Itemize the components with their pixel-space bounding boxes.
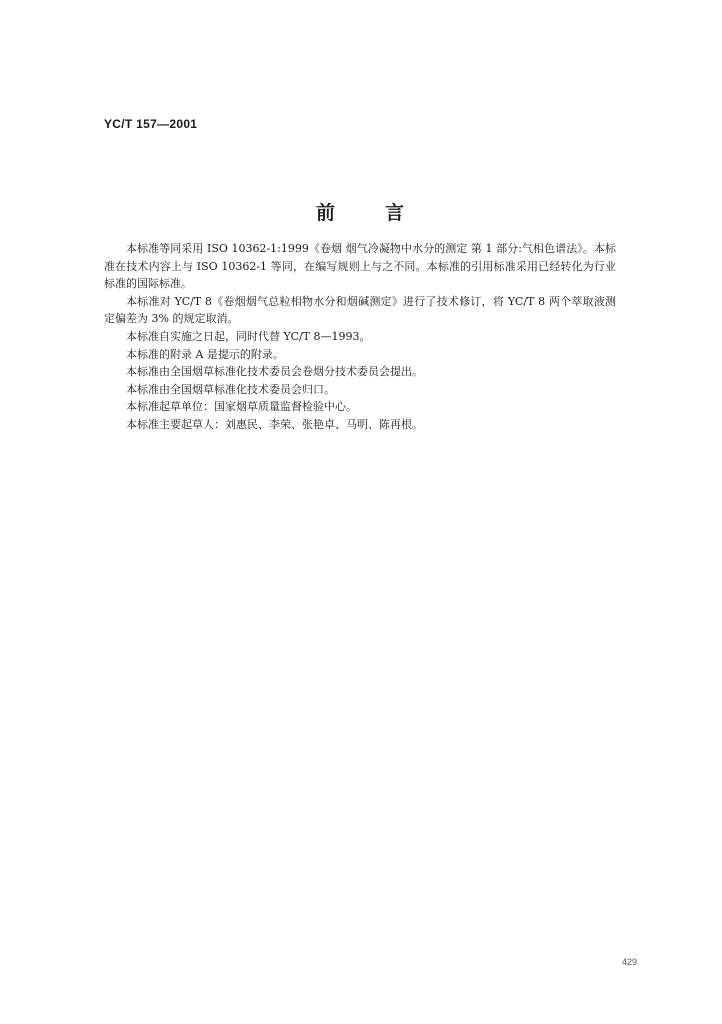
page-number: 429	[622, 957, 638, 967]
paragraph-appendix: 本标准的附录 A 是提示的附录。	[126, 347, 284, 361]
paragraph-adoption: 本标准等同采用 ISO 10362-1:1999《卷烟 烟气冷凝物中水分的测定 第 1 部分:气相色谱法》。本标准在技术内容上与 ISO 10362-1 等同，在编写规则上与之不同。本标准的引用标准采用已经转化为行业标准的国际标准。	[104, 242, 616, 291]
title-char-2: 言	[385, 202, 407, 224]
paragraph-administrator: 本标准由全国烟草标准化技术委员会归口。	[126, 382, 335, 396]
paragraph-revision: 本标准对 YC/T 8《卷烟烟气总粒相物水分和烟碱测定》进行了技术修订，将 YC/T 8 两个萃取液测定偏差为 3% 的规定取消。	[104, 294, 616, 326]
foreword-body	[104, 240, 616, 434]
paragraph-drafters: 本标准主要起草人：刘惠民、李荣、张艳卓、马明、陈再根。	[126, 417, 423, 431]
title-char-1: 前	[315, 202, 337, 224]
paragraph-replacement: 本标准自实施之日起，同时代替 YC/T 8—1993。	[126, 329, 371, 343]
page-title	[0, 198, 722, 225]
paragraph-drafting-unit: 本标准起草单位：国家烟草质量监督检验中心。	[126, 400, 357, 414]
standard-code: YC/T 157—2001	[104, 117, 198, 131]
paragraph-proposer: 本标准由全国烟草标准化技术委员会卷烟分技术委员会提出。	[126, 365, 423, 379]
